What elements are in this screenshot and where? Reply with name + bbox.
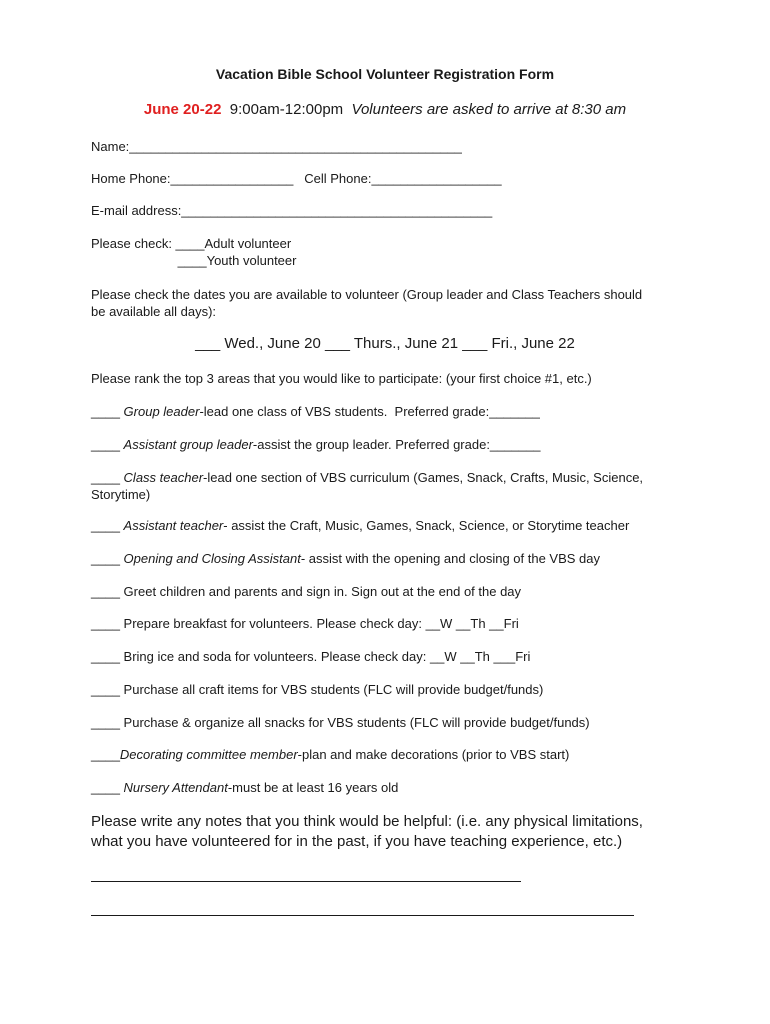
notes-prompt: [91, 812, 643, 852]
name-field[interactable]: Name:______________________________________________: [91, 139, 462, 154]
role-description: -plan and make decorations (prior to VBS start): [297, 747, 570, 762]
role-option[interactable]: [91, 470, 643, 486]
rank-blank[interactable]: ____: [91, 682, 124, 697]
role-description: -assist the group leader. Preferred grade:_______: [252, 437, 541, 452]
rank-blank[interactable]: ____: [91, 518, 124, 533]
role-name: Opening and Closing Assistant: [123, 551, 301, 566]
arrival-note: Volunteers are asked to arrive at 8:30 am: [351, 101, 627, 118]
notes-prompt-line-1: Please write any notes that you think would be helpful: (i.e. any physical limitations,: [91, 813, 643, 830]
role-description: -lead one class of VBS students. Preferred grade:_______: [199, 404, 540, 419]
form-title: Vacation Bible School Volunteer Registration Form: [215, 66, 555, 82]
rank-blank[interactable]: ____: [91, 470, 124, 485]
dates-instruction-cont: be available all days):: [91, 304, 217, 319]
rank-blank[interactable]: ____: [91, 616, 124, 631]
role-description: -lead one section of VBS curriculum (Games, Snack, Crafts, Music, Science,: [203, 470, 644, 485]
role-description-cont: Storytime): [91, 487, 151, 502]
role-description: Bring ice and soda for volunteers. Please check day: __W __Th ___Fri: [123, 649, 531, 664]
event-schedule: [0, 101, 770, 118]
role-description: Prepare breakfast for volunteers. Please check day: __W __Th __Fri: [123, 616, 519, 631]
rank-blank[interactable]: ____: [91, 780, 124, 795]
rank-blank[interactable]: ____: [91, 747, 120, 762]
role-option[interactable]: [91, 518, 629, 534]
role-option[interactable]: [91, 649, 530, 665]
event-date-range: June 20-22: [143, 101, 222, 118]
email-field[interactable]: E-mail address:___________________________________________: [91, 203, 493, 218]
role-name: Decorating committee member: [119, 747, 298, 762]
role-option[interactable]: [91, 747, 569, 763]
rank-instruction: Please rank the top 3 areas that you would like to participate: (your first choice #1, etc.): [91, 371, 592, 386]
role-name: Group leader: [123, 404, 200, 419]
role-option[interactable]: [91, 715, 590, 731]
role-option[interactable]: [91, 682, 543, 698]
notes-prompt-line-2: what you have volunteered for in the past, if you have teaching experience, etc.): [91, 833, 623, 850]
role-option[interactable]: [91, 551, 600, 567]
role-option[interactable]: [91, 437, 541, 453]
rank-blank[interactable]: ____: [91, 404, 124, 419]
rank-blank[interactable]: ____: [91, 437, 124, 452]
role-option[interactable]: [91, 780, 398, 796]
event-time: 9:00am-12:00pm: [229, 101, 344, 118]
phone-fields[interactable]: Home Phone:_________________ Cell Phone:__________________: [91, 171, 502, 186]
role-option[interactable]: [91, 616, 519, 632]
role-name: Assistant teacher: [123, 518, 224, 533]
rank-blank[interactable]: ____: [91, 551, 124, 566]
role-option[interactable]: [91, 584, 521, 600]
role-description: - assist the Craft, Music, Games, Snack, Science, or Storytime teacher: [223, 518, 630, 533]
role-description: Purchase all craft items for VBS students (FLC will provide budget/funds): [123, 682, 544, 697]
role-description: - assist with the opening and closing of the VBS day: [300, 551, 601, 566]
role-option[interactable]: [91, 404, 540, 420]
role-description: -must be at least 16 years old: [227, 780, 399, 795]
role-description: Purchase & organize all snacks for VBS students (FLC will provide budget/funds): [123, 715, 590, 730]
role-name: Class teacher: [123, 470, 204, 485]
notes-answer-line-1[interactable]: [91, 881, 521, 882]
role-name: Assistant group leader: [123, 437, 253, 452]
role-name: Nursery Attendant: [123, 780, 228, 795]
dates-instruction: Please check the dates you are available to volunteer (Group leader and Class Teachers should: [91, 287, 643, 302]
notes-answer-line-2[interactable]: [91, 915, 634, 916]
rank-blank[interactable]: ____: [91, 715, 124, 730]
date-options[interactable]: ___ Wed., June 20 ___ Thurs., June 21 ___ Fri., June 22: [195, 335, 575, 352]
role-description: Greet children and parents and sign in. Sign out at the end of the day: [123, 584, 522, 599]
rank-blank[interactable]: ____: [91, 649, 124, 664]
volunteer-type-adult[interactable]: Please check: ____Adult volunteer: [91, 236, 292, 251]
volunteer-type-youth[interactable]: ____Youth volunteer: [91, 253, 297, 268]
rank-blank[interactable]: ____: [91, 584, 124, 599]
